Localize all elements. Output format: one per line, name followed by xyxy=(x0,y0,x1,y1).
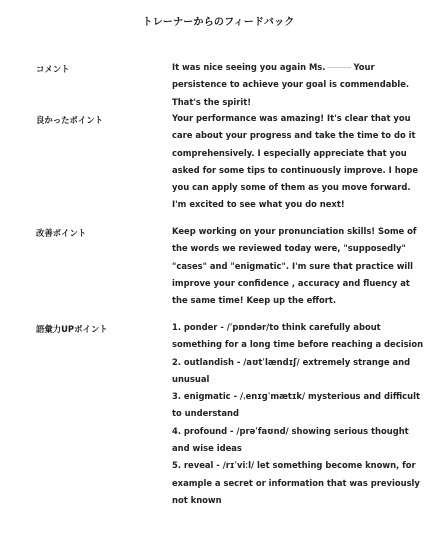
improvement-text xyxy=(172,223,424,309)
comment-text-end: Your persistence to achieve your goal is commendable. That's the spirit! xyxy=(172,62,410,107)
vocab-item: 1. ponder - /ˈpɒndər/to think carefully about something for a long time before reaching a decision xyxy=(172,322,424,350)
good-points-paragraph: Your performance was amazing! It's clear that you care about your progress and take the time to do it comprehensively. I especially appreciate that you asked for some tips to continuously improve. I hope you can apply some of them as you move forward. I'm excited to see what you do next! xyxy=(172,113,419,210)
vocab-item: 3. enigmatic - /ˌenɪɡˈmætɪk/ mysterious and difficult to understand xyxy=(172,391,420,419)
masked-name xyxy=(327,67,351,68)
vocab-item: 2. outlandish - /aʊtˈlændɪʃ/ extremely strange and unusual xyxy=(172,356,411,384)
vocab-item: 5. reveal - /rɪˈviːl/ let something become known, for example a secret or information that was previously not known xyxy=(172,460,420,505)
comment-label: コメント xyxy=(36,64,70,74)
page-title: トレーナーからのフィードバック xyxy=(142,17,295,28)
good-points-label: 良かったポイント xyxy=(36,115,103,125)
improvement-paragraph: Keep working on your pronunciation skills! Some of the words we reviewed today were, "supposedly" "cases" and "enigmatic". I'm sure that practice will improve your confidence , accuracy and fluency at the same time! Keep up the effort. xyxy=(172,226,417,306)
vocab-item: 4. profound - /prəˈfaʊnd/ showing serious thought and wise ideas xyxy=(172,425,409,454)
comment-text xyxy=(172,59,424,111)
vocab-label: 語彙力UPポイント xyxy=(36,324,108,334)
vocab-list xyxy=(172,319,424,509)
good-points-text xyxy=(172,110,424,214)
improvement-label: 改善ポイント xyxy=(36,228,87,238)
comment-text-start: It was nice seeing you again Ms. xyxy=(172,62,326,72)
